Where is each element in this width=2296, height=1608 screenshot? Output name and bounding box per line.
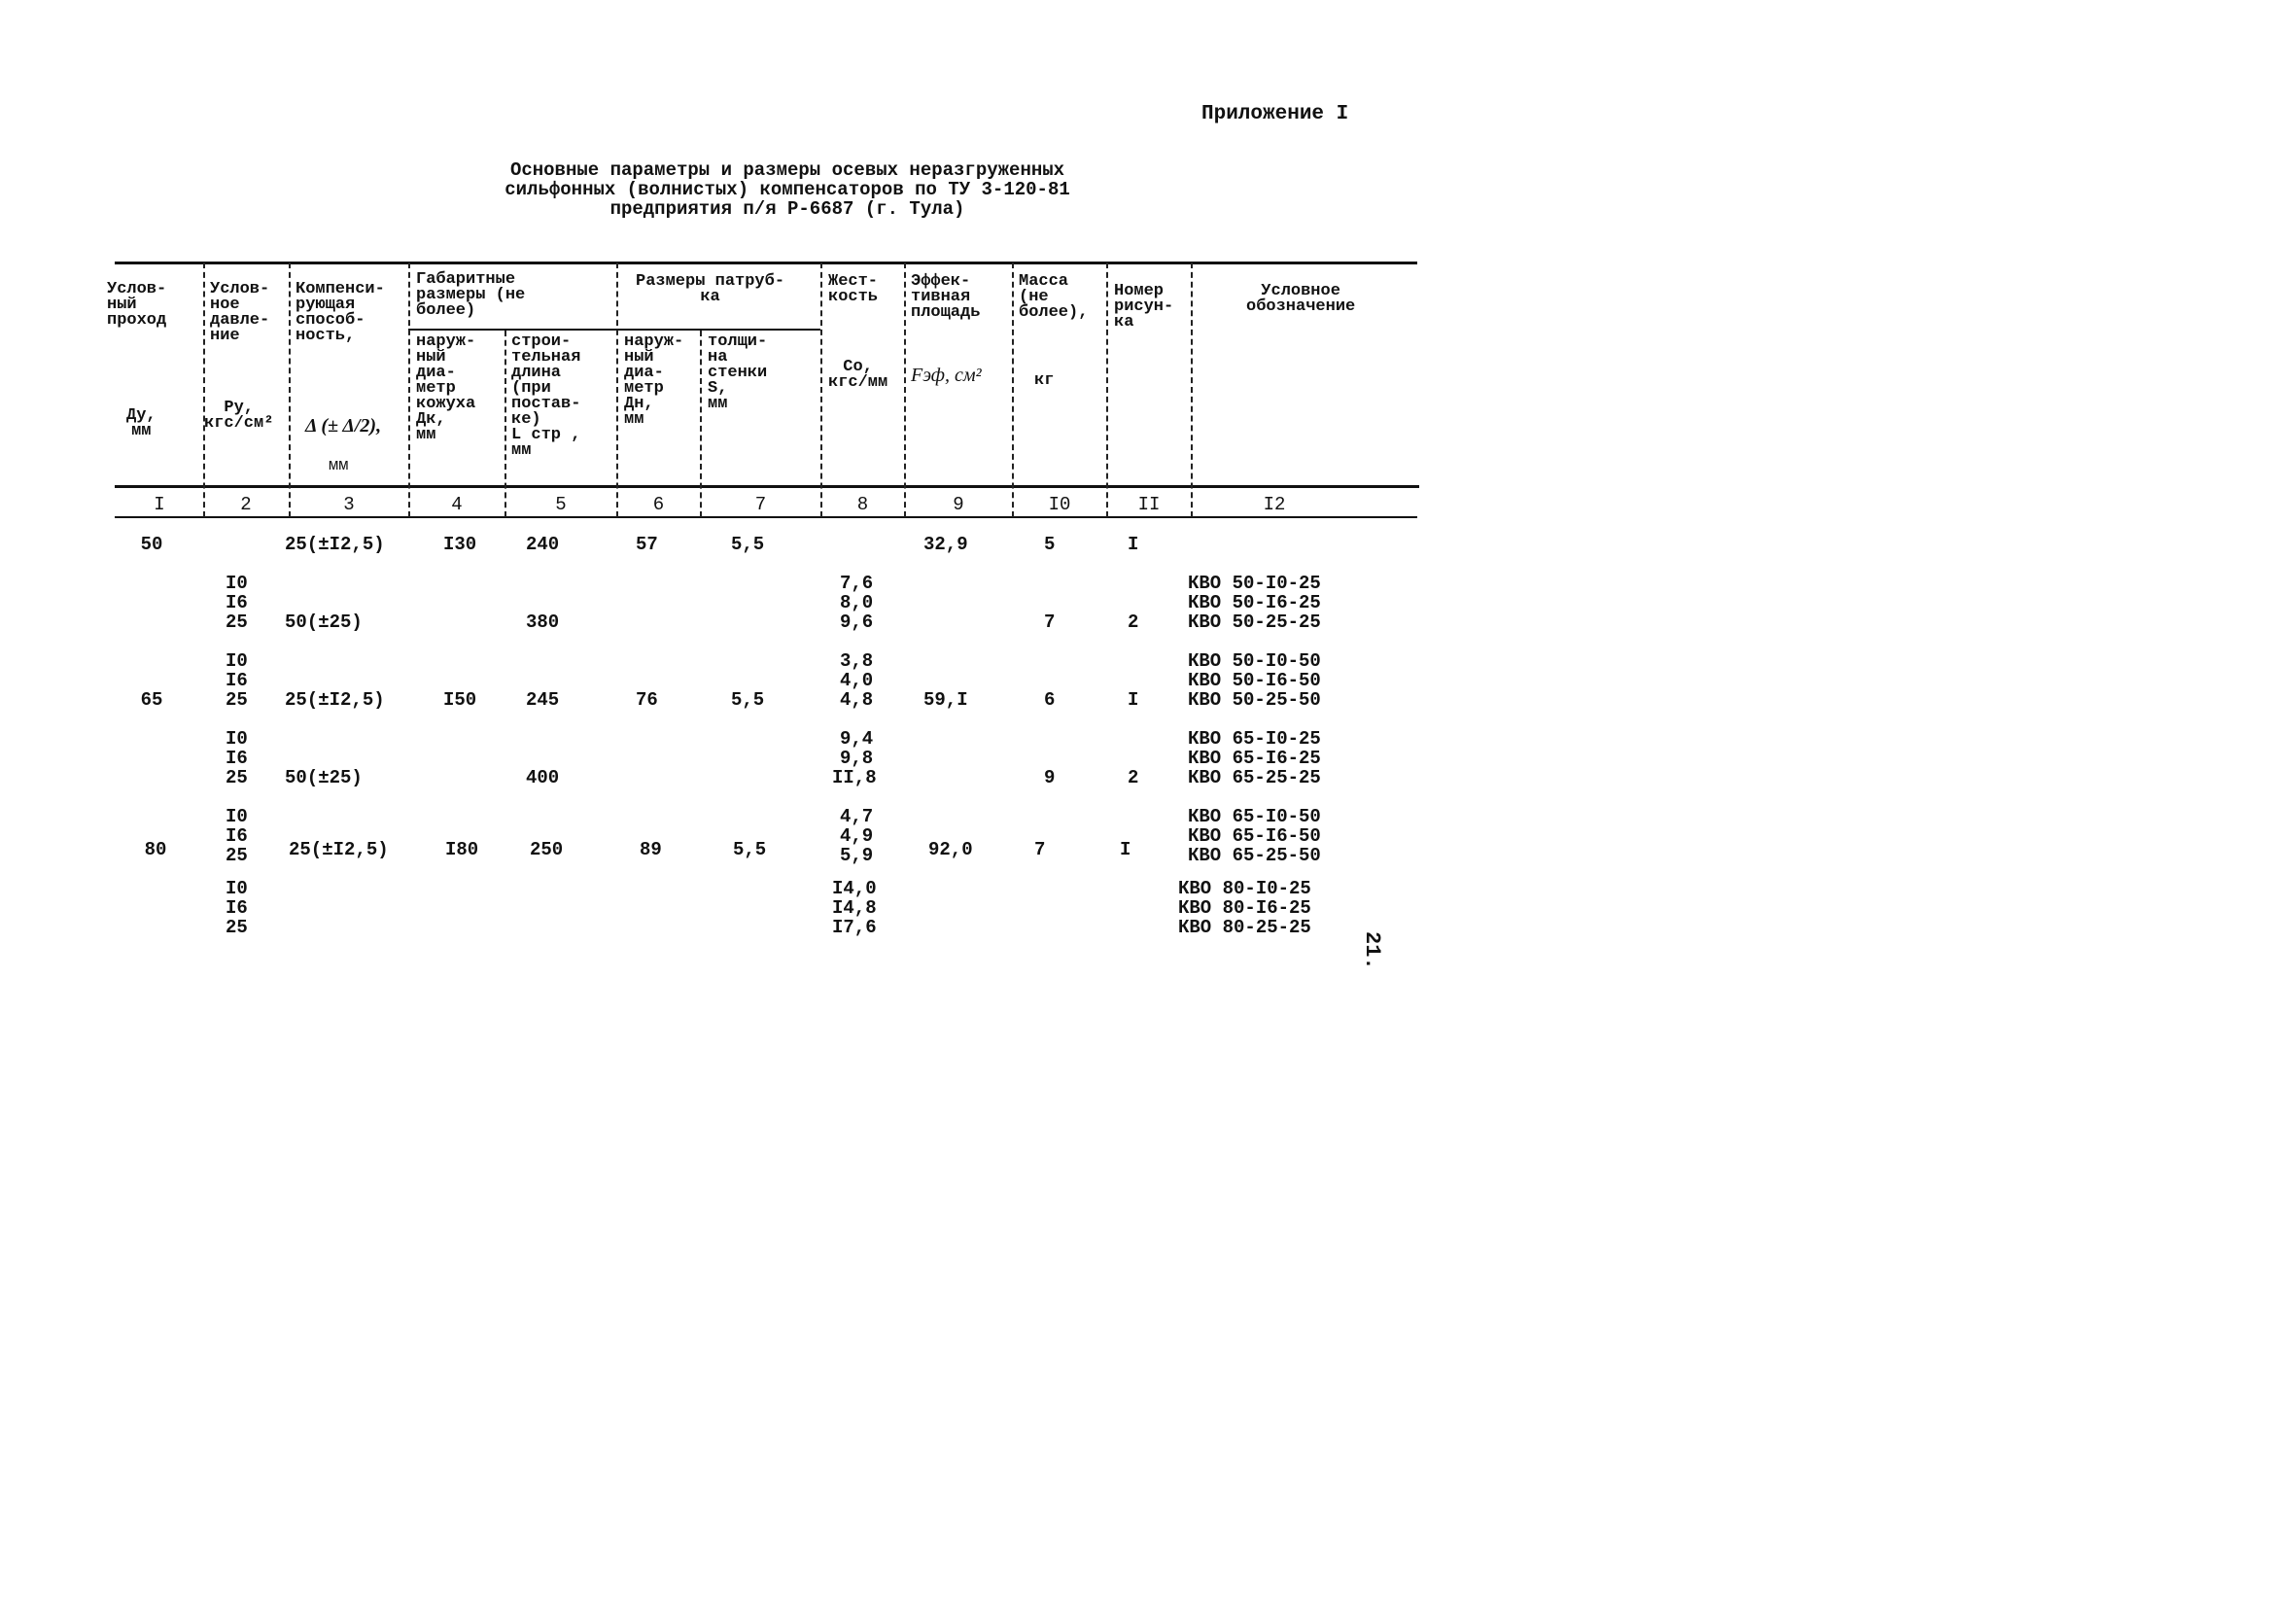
cell-effective-area: 92,0 — [928, 839, 973, 860]
header-stiffness: Жест- кость — [828, 272, 879, 306]
cell-effective-area: 59,I — [923, 689, 968, 711]
cell-wall-thickness: 5,5 — [733, 839, 767, 860]
cell-casing-diameter: I50 — [443, 689, 477, 711]
cell-nominal-bore: 50 — [140, 534, 163, 555]
column-number: 3 — [343, 494, 355, 515]
header-effective-area-unit: Fэф, см² — [911, 365, 982, 386]
column-number-rule — [115, 516, 1417, 518]
column-divider — [904, 262, 906, 517]
column-divider — [203, 262, 205, 517]
header-nominal-bore: Услов- ный проход — [107, 280, 167, 330]
header-casing-diameter: наруж- ный диа- метр кожуха Дк, мм — [416, 332, 476, 444]
page-number: 21. — [1360, 931, 1384, 970]
table-top-rule — [115, 262, 1417, 264]
column-divider — [1106, 262, 1108, 517]
header-compensation-unit: мм — [329, 457, 349, 475]
cell-compensation: 25(±I2,5) — [289, 839, 389, 860]
cell-figure-number: I — [1128, 534, 1139, 555]
cell-mass: 7 — [1034, 839, 1046, 860]
cell-compensation: 50(±25) — [285, 612, 363, 633]
header-bottom-rule — [115, 485, 1419, 488]
cell-construction-length: 245 — [526, 689, 560, 711]
header-figure-number: Номер рисун- ка — [1114, 282, 1174, 332]
cell-stiffness: 9,4 9,8 II,8 — [832, 728, 877, 788]
cell-figure-number: I — [1120, 839, 1131, 860]
column-number: 8 — [856, 494, 869, 515]
cell-pipe-diameter: 89 — [640, 839, 662, 860]
group-rule-patrubok — [616, 329, 820, 331]
cell-compensation: 50(±25) — [285, 767, 363, 788]
column-number: I — [154, 494, 165, 515]
cell-mass: 7 — [1044, 612, 1056, 633]
header-nominal-bore-unit: Ду, мм — [126, 406, 157, 440]
column-number: I2 — [1263, 494, 1286, 515]
cell-designation: КВО 50-I0-25 КВО 50-I6-25 КВО 50-25-25 — [1188, 573, 1321, 633]
document-title — [447, 160, 1128, 219]
cell-wall-thickness: 5,5 — [731, 689, 765, 711]
column-divider — [616, 262, 618, 517]
cell-effective-area: 32,9 — [923, 534, 968, 555]
cell-casing-diameter: I80 — [445, 839, 479, 860]
cell-designation: КВО 80-I0-25 КВО 80-I6-25 КВО 80-25-25 — [1178, 878, 1311, 938]
cell-nominal-pressure: I0 I6 25 — [226, 878, 248, 938]
cell-nominal-pressure: I0 I6 25 — [226, 728, 248, 788]
title-line: сильфонных (волнистых) компенсаторов по ТУ 3-120-81 — [504, 179, 1070, 200]
cell-mass: 5 — [1044, 534, 1056, 555]
header-wall-thickness: толщи- на стенки S, мм — [708, 332, 768, 413]
cell-nominal-pressure: I0 I6 25 — [226, 806, 248, 866]
appendix-label: Приложение I — [1201, 103, 1349, 125]
cell-compensation: 25(±I2,5) — [285, 689, 385, 711]
cell-stiffness: 4,7 4,9 5,9 — [840, 806, 874, 866]
column-divider — [289, 262, 291, 517]
column-number: II — [1137, 494, 1161, 515]
header-effective-area: Эффек- тивная площадь — [911, 272, 981, 322]
cell-nominal-pressure: I0 I6 25 — [226, 573, 248, 633]
cell-casing-diameter: I30 — [443, 534, 477, 555]
cell-stiffness: 7,6 8,0 9,6 — [840, 573, 874, 633]
cell-compensation: 25(±I2,5) — [285, 534, 385, 555]
cell-nominal-bore: 80 — [144, 839, 167, 860]
cell-designation: КВО 50-I0-50 КВО 50-I6-50 КВО 50-25-50 — [1188, 650, 1321, 711]
cell-designation: КВО 65-I0-50 КВО 65-I6-50 КВО 65-25-50 — [1188, 806, 1321, 866]
column-divider — [1012, 262, 1014, 517]
header-overall-dimensions: Габаритные размеры (не более) — [416, 270, 526, 320]
header-mass-unit: кг — [1034, 371, 1055, 390]
title-line: предприятия п/я Р-6687 (г. Тула) — [609, 198, 965, 220]
cell-nominal-pressure: I0 I6 25 — [226, 650, 248, 711]
column-divider — [408, 262, 410, 517]
column-number: 7 — [754, 494, 767, 515]
cell-pipe-diameter: 57 — [636, 534, 658, 555]
title-line: Основные параметры и размеры осевых неразгруженных — [509, 159, 1065, 181]
cell-stiffness: 3,8 4,0 4,8 — [840, 650, 874, 711]
cell-figure-number: I — [1128, 689, 1139, 711]
cell-mass: 9 — [1044, 767, 1056, 788]
cell-construction-length: 380 — [526, 612, 560, 633]
column-number: 5 — [555, 494, 567, 515]
column-divider — [820, 262, 822, 517]
cell-designation: КВО 65-I0-25 КВО 65-I6-25 КВО 65-25-25 — [1188, 728, 1321, 788]
cell-construction-length: 250 — [530, 839, 564, 860]
cell-pipe-diameter: 76 — [636, 689, 658, 711]
cell-construction-length: 400 — [526, 767, 560, 788]
column-divider — [700, 331, 702, 517]
header-nominal-pressure-unit: Ру, кгс/см² — [204, 399, 274, 433]
header-stiffness-unit: Cо, кгс/мм — [828, 358, 888, 392]
cell-wall-thickness: 5,5 — [731, 534, 765, 555]
header-nominal-pressure: Услов- ное давле- ние — [210, 280, 270, 345]
cell-figure-number: 2 — [1128, 612, 1139, 633]
column-number: I0 — [1048, 494, 1071, 515]
column-number: 4 — [451, 494, 463, 515]
header-pipe-diameter: наруж- ный диа- метр Дн, мм — [624, 332, 684, 429]
cell-figure-number: 2 — [1128, 767, 1139, 788]
header-construction-length: строи- тельная длина (при постав- ке) L стр , мм — [511, 332, 581, 460]
header-compensation: Компенси- рующая способ- ность, — [296, 280, 385, 345]
column-number: 2 — [240, 494, 252, 515]
column-divider — [1191, 262, 1193, 517]
column-divider — [504, 331, 506, 517]
header-compensation-formula: Δ (± Δ/2), — [305, 415, 382, 437]
column-number: 9 — [953, 494, 964, 515]
header-mass: Масса (не более), — [1019, 272, 1089, 322]
cell-nominal-bore: 65 — [140, 689, 163, 711]
cell-stiffness: I4,0 I4,8 I7,6 — [832, 878, 877, 938]
cell-mass: 6 — [1044, 689, 1056, 711]
column-number: 6 — [652, 494, 665, 515]
header-designation: Условное обозначение — [1246, 282, 1356, 316]
header-pipe-dimensions: Размеры патруб- ка — [636, 272, 785, 306]
cell-construction-length: 240 — [526, 534, 560, 555]
group-rule-gabarit — [408, 329, 616, 331]
